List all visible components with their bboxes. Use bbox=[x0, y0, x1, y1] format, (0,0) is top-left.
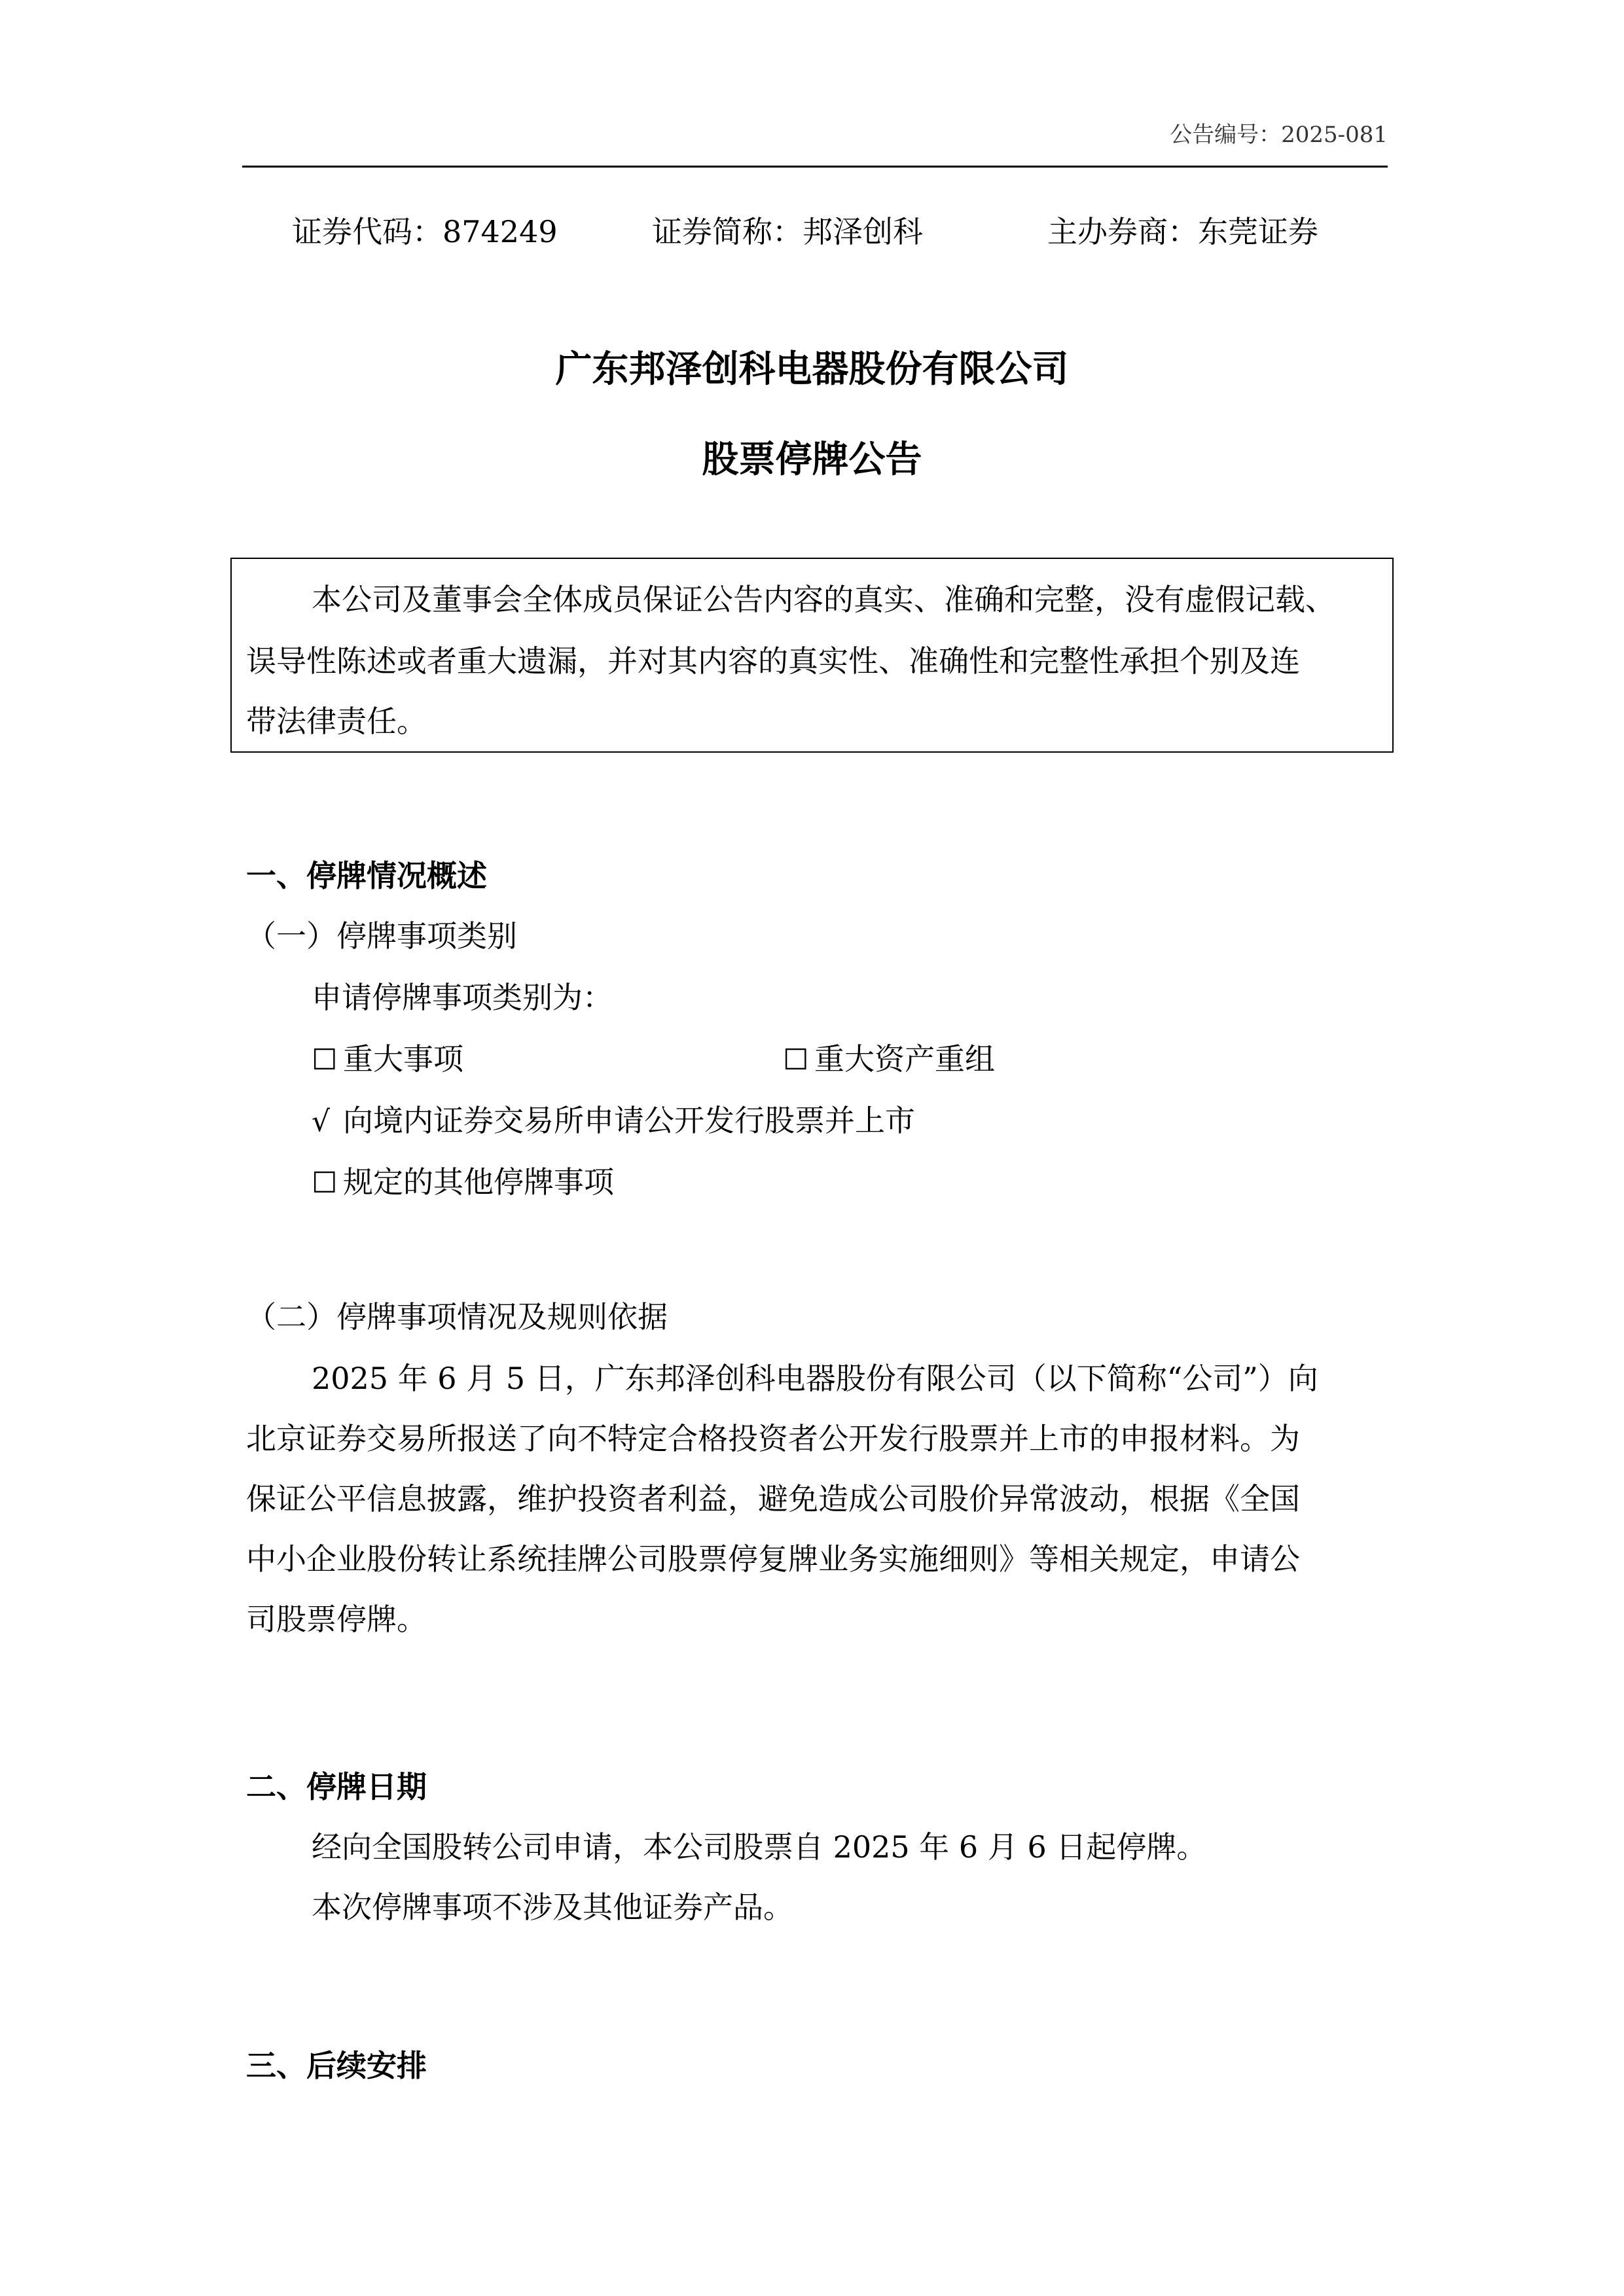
securities-code: 证券代码：874249 bbox=[292, 214, 558, 249]
checkmark-icon: √ bbox=[312, 1105, 331, 1138]
header-rule bbox=[242, 166, 1388, 168]
paragraph-line: 保证公平信息披露，维护投资者利益，避免造成公司股价异常波动，根据《全国 bbox=[246, 1481, 1300, 1516]
paragraph-line: 中小企业股份转让系统挂牌公司股票停复牌业务实施细则》等相关规定，申请公 bbox=[246, 1541, 1300, 1577]
company-title: 广东邦泽创科电器股份有限公司 bbox=[555, 348, 1069, 391]
document-title: 股票停牌公告 bbox=[702, 439, 922, 481]
paragraph-line: 2025 年 6 月 5 日，广东邦泽创科电器股份有限公司（以下简称“公司”）向 bbox=[312, 1361, 1318, 1396]
section-1-sub2-heading: （二）停牌事项情况及规则依据 bbox=[246, 1299, 668, 1335]
paragraph-line: 北京证券交易所报送了向不特定合格投资者公开发行股票并上市的申报材料。为 bbox=[246, 1421, 1300, 1456]
securities-abbr: 证券简称：邦泽创科 bbox=[652, 214, 923, 249]
sponsor: 主办券商：东莞证券 bbox=[1047, 214, 1318, 249]
option-public-offering bbox=[312, 1097, 915, 1140]
notice-number: 公告编号：2025-081 bbox=[1170, 122, 1388, 148]
category-intro: 申请停牌事项类别为： bbox=[312, 980, 613, 1015]
paragraph-line: 司股票停牌。 bbox=[246, 1602, 427, 1637]
section-2-heading: 二、停牌日期 bbox=[246, 1769, 427, 1804]
checkbox-empty-icon: ☐ bbox=[312, 1166, 338, 1200]
section-1-heading: 一、停牌情况概述 bbox=[246, 858, 487, 893]
option-major-asset-restructuring bbox=[783, 1035, 995, 1079]
disclaimer-line: 误导性陈述或者重大遗漏，并对其内容的真实性、准确性和完整性承担个别及连 bbox=[246, 643, 1300, 679]
option-other bbox=[312, 1158, 614, 1202]
disclaimer-line: 本公司及董事会全体成员保证公告内容的真实、准确和完整，没有虚假记载、 bbox=[312, 582, 1335, 617]
option-label: 重大资产重组 bbox=[814, 1041, 995, 1077]
section-1-sub1-heading: （一）停牌事项类别 bbox=[246, 918, 517, 954]
option-label: 重大事项 bbox=[343, 1041, 463, 1077]
option-label: 规定的其他停牌事项 bbox=[343, 1164, 614, 1200]
disclaimer-line: 带法律责任。 bbox=[246, 704, 427, 739]
option-major-matter bbox=[312, 1035, 463, 1079]
checkbox-empty-icon: ☐ bbox=[312, 1043, 338, 1077]
option-label: 向境内证券交易所申请公开发行股票并上市 bbox=[343, 1103, 915, 1138]
paragraph-line: 本次停牌事项不涉及其他证券产品。 bbox=[312, 1890, 793, 1925]
checkbox-empty-icon: ☐ bbox=[783, 1043, 809, 1077]
section-3-heading: 三、后续安排 bbox=[246, 2048, 427, 2083]
paragraph-line: 经向全国股转公司申请，本公司股票自 2025 年 6 月 6 日起停牌。 bbox=[312, 1829, 1207, 1865]
